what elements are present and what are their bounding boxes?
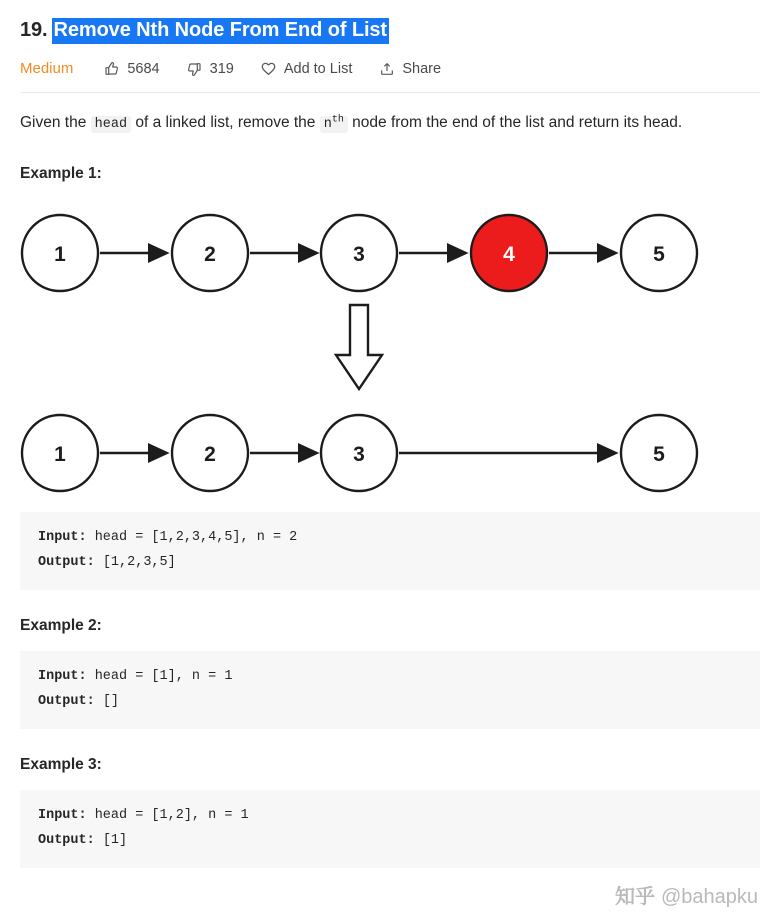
share-label: Share [402, 60, 442, 77]
desc-text-3: node from the end of the list and return its head. [347, 114, 683, 131]
example-2-heading: Example 2: [20, 617, 102, 635]
desc-text-1: Given the [20, 114, 91, 131]
node-bottom-2: 2 [204, 443, 216, 467]
example-3-input-label: Input: [38, 808, 87, 824]
dislike-count: 319 [209, 60, 234, 77]
node-top-5: 5 [653, 243, 665, 267]
example-3-input-line [38, 804, 742, 829]
example-2-output-line [38, 690, 742, 715]
watermark-user: @bahapku [660, 886, 758, 908]
desc-code-head: head [91, 116, 131, 133]
node-top-4: 4 [503, 243, 515, 267]
thumbs-up-icon [103, 60, 120, 77]
example-3-codebox [20, 790, 760, 868]
example-1-input-line [38, 526, 742, 551]
example-2-input-label: Input: [38, 669, 87, 685]
example-1-output-line [38, 551, 742, 576]
example-1-input-label: Input: [38, 530, 87, 546]
down-arrow-icon [336, 305, 382, 389]
node-top-3: 3 [353, 243, 365, 267]
node-bottom-5: 5 [653, 443, 665, 467]
example-2-input-value: head = [1], n = 1 [86, 669, 233, 685]
diagram-svg [20, 197, 760, 507]
example-3-output-label: Output: [38, 833, 95, 849]
like-button[interactable] [103, 60, 159, 77]
example-2-input-line [38, 665, 742, 690]
desc-text-2: of a linked list, remove the [131, 114, 320, 131]
difficulty-badge: Medium [20, 60, 74, 77]
example-1-heading-wrap [20, 165, 760, 183]
add-to-list-label: Add to List [283, 60, 353, 77]
problem-title: Remove Nth Node From End of List [52, 18, 389, 44]
node-top-1: 1 [54, 243, 66, 267]
node-bottom-3: 3 [353, 443, 365, 467]
divider [20, 92, 760, 93]
like-count: 5684 [127, 60, 160, 77]
example-2-output-value: [] [94, 694, 120, 710]
example-1-output-label: Output: [38, 555, 95, 571]
example-2-output-label: Output: [38, 694, 95, 710]
thumbs-down-icon [186, 60, 203, 77]
example-2-codebox [20, 651, 760, 729]
example-3-output-value: [1] [94, 833, 128, 849]
node-top-2: 2 [204, 243, 216, 267]
example-3-output-line [38, 829, 742, 854]
share-icon [378, 60, 395, 77]
problem-description [20, 111, 760, 135]
example-3-input-value: head = [1,2], n = 1 [86, 808, 249, 824]
problem-number: 19. [20, 19, 48, 41]
dislike-button[interactable] [186, 60, 234, 77]
example-1-output-value: [1,2,3,5] [94, 555, 176, 571]
watermark-logo: 知乎 [614, 886, 655, 908]
example-3-heading: Example 3: [20, 756, 102, 774]
example-1-input-value: head = [1,2,3,4,5], n = 2 [86, 530, 298, 546]
example-1-codebox [20, 512, 760, 590]
watermark [615, 880, 758, 909]
linked-list-diagram [20, 197, 760, 512]
desc-code-n: $n^{th}$ [320, 116, 348, 133]
node-bottom-1: 1 [54, 443, 66, 467]
page-title [20, 18, 760, 44]
problem-meta-row [20, 60, 760, 77]
add-to-list-button[interactable] [260, 60, 353, 77]
heart-icon [260, 60, 277, 77]
example-1-heading: Example 1: [20, 165, 102, 183]
share-button[interactable] [378, 60, 441, 77]
